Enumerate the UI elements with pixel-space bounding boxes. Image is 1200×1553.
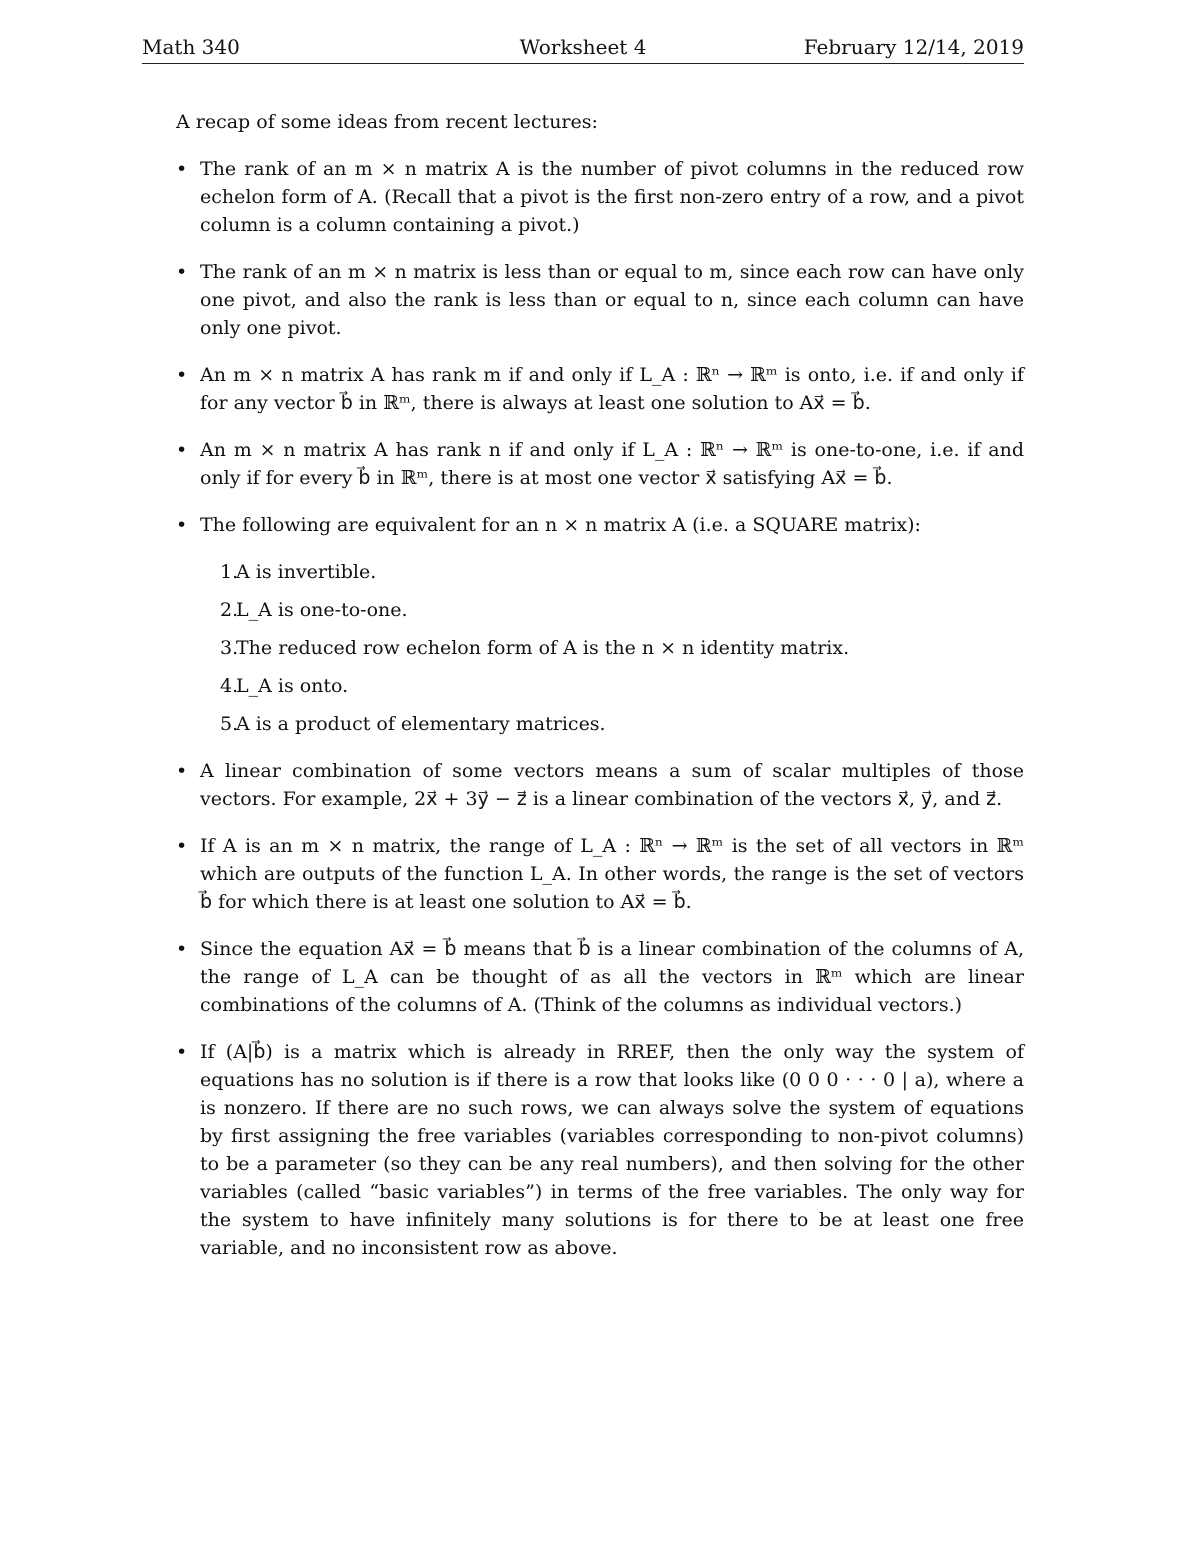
list-item [176,1038,1024,1262]
main-content [176,108,1024,1281]
bullet-icon: • [176,158,188,180]
list-item [176,935,1024,1019]
item-text: A is invertible. [236,561,377,583]
recap-list [176,155,1024,1262]
item-text: L_A is onto. [236,675,349,697]
bullet-icon: • [176,1041,188,1063]
item-text: The rank of an m × n matrix A is the number of pivot columns in the reduced row echelon form of A. (Recall that a pivot is the first non-zero entry of a row, and a pivot column is a column containing a pivot.) [200,158,1024,236]
bullet-icon: • [176,514,188,536]
item-text: If (A|b⃗) is a matrix which is already in RREF, then the only way the system of equations has no solution is if there is a row that looks like (0 0 0 · · · 0 | a), where a is nonzero. If there are no such rows, we can always solve the system of equations by first assigning the free variables (variables corresponding to non-pivot columns) to be a parameter (so they can be any real numbers), and then solving for the other variables (called “basic variables”) in terms of the free variables. The only way for the system to have infinitely many solutions is for there to be at least one free variable, and no inconsistent row as above. [200,1041,1024,1259]
item-text: Since the equation Ax⃗ = b⃗ means that b⃗ is a linear combination of the columns of A, the range of L_A can be thought of as all the vectors in ℝᵐ which are linear combinations of the columns of A. (Think of the columns as individual vectors.) [200,938,1024,1016]
bullet-icon: • [176,364,188,386]
item-text: The rank of an m × n matrix is less than or equal to m, since each row can have only one pivot, and also the rank is less than or equal to n, since each column can have only one pivot. [200,261,1024,339]
equivalence-item [200,596,1024,624]
bullet-icon: • [176,835,188,857]
item-text: An m × n matrix A has rank m if and only if L_A : ℝⁿ → ℝᵐ is onto, i.e. if and only if for any vector b⃗ in ℝᵐ, there is always at least one solution to Ax⃗ = b⃗. [200,364,1024,414]
date: February 12/14, 2019 [803,35,1024,59]
item-text: The following are equivalent for an n × n matrix A (i.e. a SQUARE matrix): [200,514,921,536]
equivalence-item [200,558,1024,586]
intro-text: A recap of some ideas from recent lectures: [176,111,598,133]
item-text: If A is an m × n matrix, the range of L_A : ℝⁿ → ℝᵐ is the set of all vectors in ℝᵐ which are outputs of the function L_A. In other words, the range is the set of vectors b⃗ for which there is at least one solution to Ax⃗ = b⃗. [200,835,1024,913]
bullet-icon: • [176,760,188,782]
equivalence-list [200,558,1024,738]
equivalence-item [200,634,1024,662]
item-number: 2. [220,599,239,621]
equivalence-item [200,710,1024,738]
equivalence-item [200,672,1024,700]
item-number: 5. [220,713,239,735]
bullet-icon: • [176,261,188,283]
bullet-icon: • [176,439,188,461]
item-number: 3. [220,637,239,659]
list-item [176,511,1024,738]
item-text: A linear combination of some vectors means a sum of scalar multiples of those vectors. For example, 2x⃗ + 3y⃗ − z⃗ is a linear combination of the vectors x⃗, y⃗, and z⃗. [200,760,1024,810]
list-item [176,155,1024,239]
item-text: An m × n matrix A has rank n if and only if L_A : ℝⁿ → ℝᵐ is one-to-one, i.e. if and only if for every b⃗ in ℝᵐ, there is at most one vector x⃗ satisfying Ax⃗ = b⃗. [200,439,1024,489]
worksheet-title: Worksheet 4 [519,35,647,59]
list-item [176,436,1024,492]
item-text: A is a product of elementary matrices. [236,713,606,735]
course-name: Math 340 [142,35,240,59]
list-item [176,832,1024,916]
bullet-icon: • [176,938,188,960]
item-number: 4. [220,675,239,697]
list-item [176,757,1024,813]
item-number: 1. [220,561,239,583]
list-item [176,258,1024,342]
list-item [176,361,1024,417]
page-header [142,33,1024,64]
item-text: The reduced row echelon form of A is the n × n identity matrix. [236,637,850,659]
item-text: L_A is one-to-one. [236,599,408,621]
